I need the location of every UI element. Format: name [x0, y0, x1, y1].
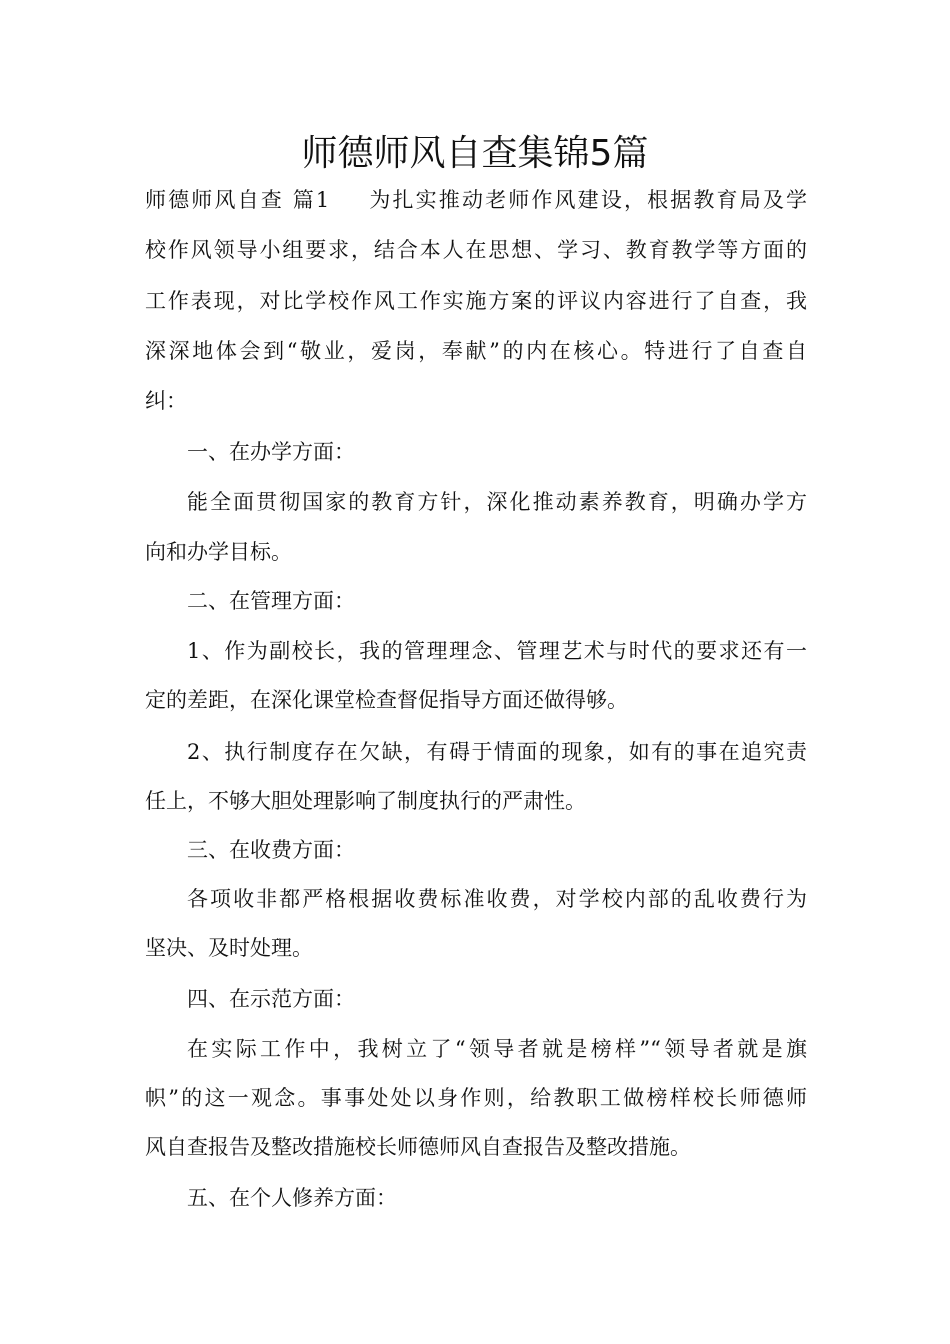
paragraph-line: 2、执行制度存在欠缺，有碍于情面的现象，如有的事在追究责 [187, 740, 807, 764]
paragraph-line: 能全面贯彻国家的教育方针，深化推动素养教育，明确办学方 [187, 490, 807, 514]
paragraph-line: 校作风领导小组要求，结合本人在思想、学习、教育教学等方面的 [145, 238, 807, 262]
paragraph-line: 定的差距，在深化课堂检查督促指导方面还做得够。 [145, 688, 628, 712]
paragraph-line: 帜”的这一观念。事事处处以身作则，给教职工做榜样校长师德师 [145, 1086, 807, 1110]
paragraph-line: 深深地体会到“敬业，爱岗，奉献”的内在核心。特进行了自查自 [145, 339, 807, 363]
paragraph-line: 任上，不够大胆处理影响了制度执行的严肃性。 [145, 789, 586, 813]
section-heading: 师德师风自查 篇1 [145, 188, 330, 212]
section-heading: 三、在收费方面： [187, 838, 355, 862]
paragraph-line: 各项收非都严格根据收费标准收费，对学校内部的乱收费行为 [187, 887, 807, 911]
paragraph-line: 1、作为副校长，我的管理理念、管理艺术与时代的要求还有一 [187, 639, 807, 663]
paragraph-text: 为扎实推动老师作风建设，根据教育局及学 [367, 188, 807, 212]
section-heading: 二、在管理方面： [187, 589, 355, 613]
section-heading: 四、在示范方面： [187, 987, 355, 1011]
section-heading: 一、在办学方面： [187, 440, 355, 464]
paragraph-line: 纠： [145, 389, 187, 413]
section-heading: 五、在个人修养方面： [187, 1186, 397, 1210]
paragraph-line: 风自查报告及整改措施校长师德师风自查报告及整改措施。 [145, 1135, 691, 1159]
document-title: 师德师风自查集锦5篇 [301, 133, 649, 174]
paragraph-line: 向和办学目标。 [145, 540, 292, 564]
paragraph-line: 工作表现，对比学校作风工作实施方案的评议内容进行了自查，我 [145, 289, 807, 313]
paragraph-line: 坚决、及时处理。 [145, 936, 313, 960]
paragraph-line: 在实际工作中，我树立了“领导者就是榜样”“领导者就是旗 [187, 1037, 807, 1061]
paragraph-line [145, 180, 807, 220]
